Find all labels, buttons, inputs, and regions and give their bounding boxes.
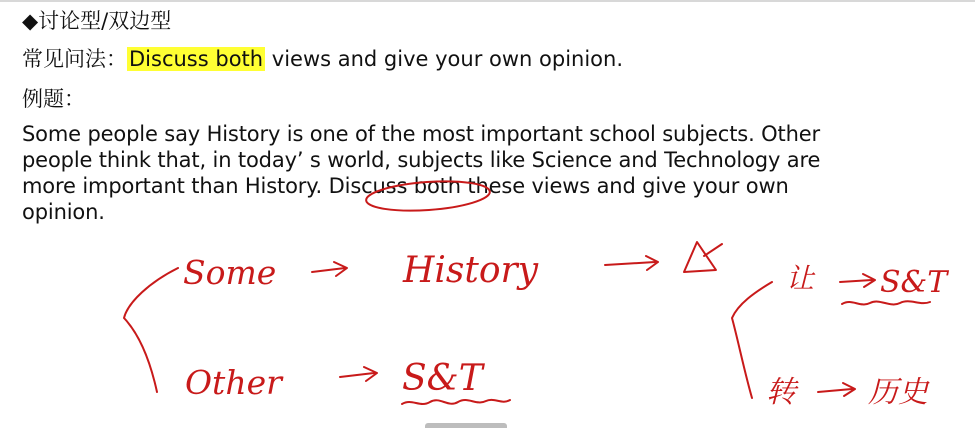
prompt-line-2: people think that, in today’ s world, subjects like Science and Technology are	[22, 148, 821, 172]
annotation-st: S&T	[402, 358, 483, 399]
example-label: 例题：	[22, 87, 85, 111]
left-brace	[124, 268, 178, 392]
arrow-icon	[340, 367, 377, 381]
bottom-scroll-tab[interactable]	[425, 423, 507, 428]
question-pattern-rest: views and give your own opinion.	[265, 47, 624, 71]
annotation-zhi-st: S&T	[880, 265, 948, 300]
question-pattern-label: 常见问法：	[22, 47, 127, 71]
section-title: ◆讨论型/双边型	[22, 9, 172, 33]
highlighted-keyword: Discuss both	[129, 47, 264, 71]
arrow-icon	[840, 274, 875, 287]
arrow-icon	[312, 262, 347, 276]
annotation-zhi: 让	[786, 262, 815, 295]
annotation-zhuan: 转	[766, 375, 796, 410]
underline-squiggle	[402, 400, 510, 404]
annotation-history: History	[403, 250, 539, 291]
underline-squiggle	[842, 301, 930, 304]
prompt-line-1: Some people say History is one of the most important school subjects. Other	[22, 122, 821, 146]
prompt-line-4: opinion.	[22, 200, 105, 224]
arrow-icon	[818, 383, 855, 396]
annotation-other: Other	[185, 363, 282, 402]
annotation-some: Some	[183, 253, 277, 292]
circle-annotation	[365, 178, 491, 215]
annotation-zhuan-history: 历史	[868, 375, 928, 410]
delta-icon	[684, 242, 722, 272]
prompt-line-3: more important than History. Discuss both these views and give your own	[22, 174, 789, 198]
arrow-icon	[605, 256, 658, 270]
